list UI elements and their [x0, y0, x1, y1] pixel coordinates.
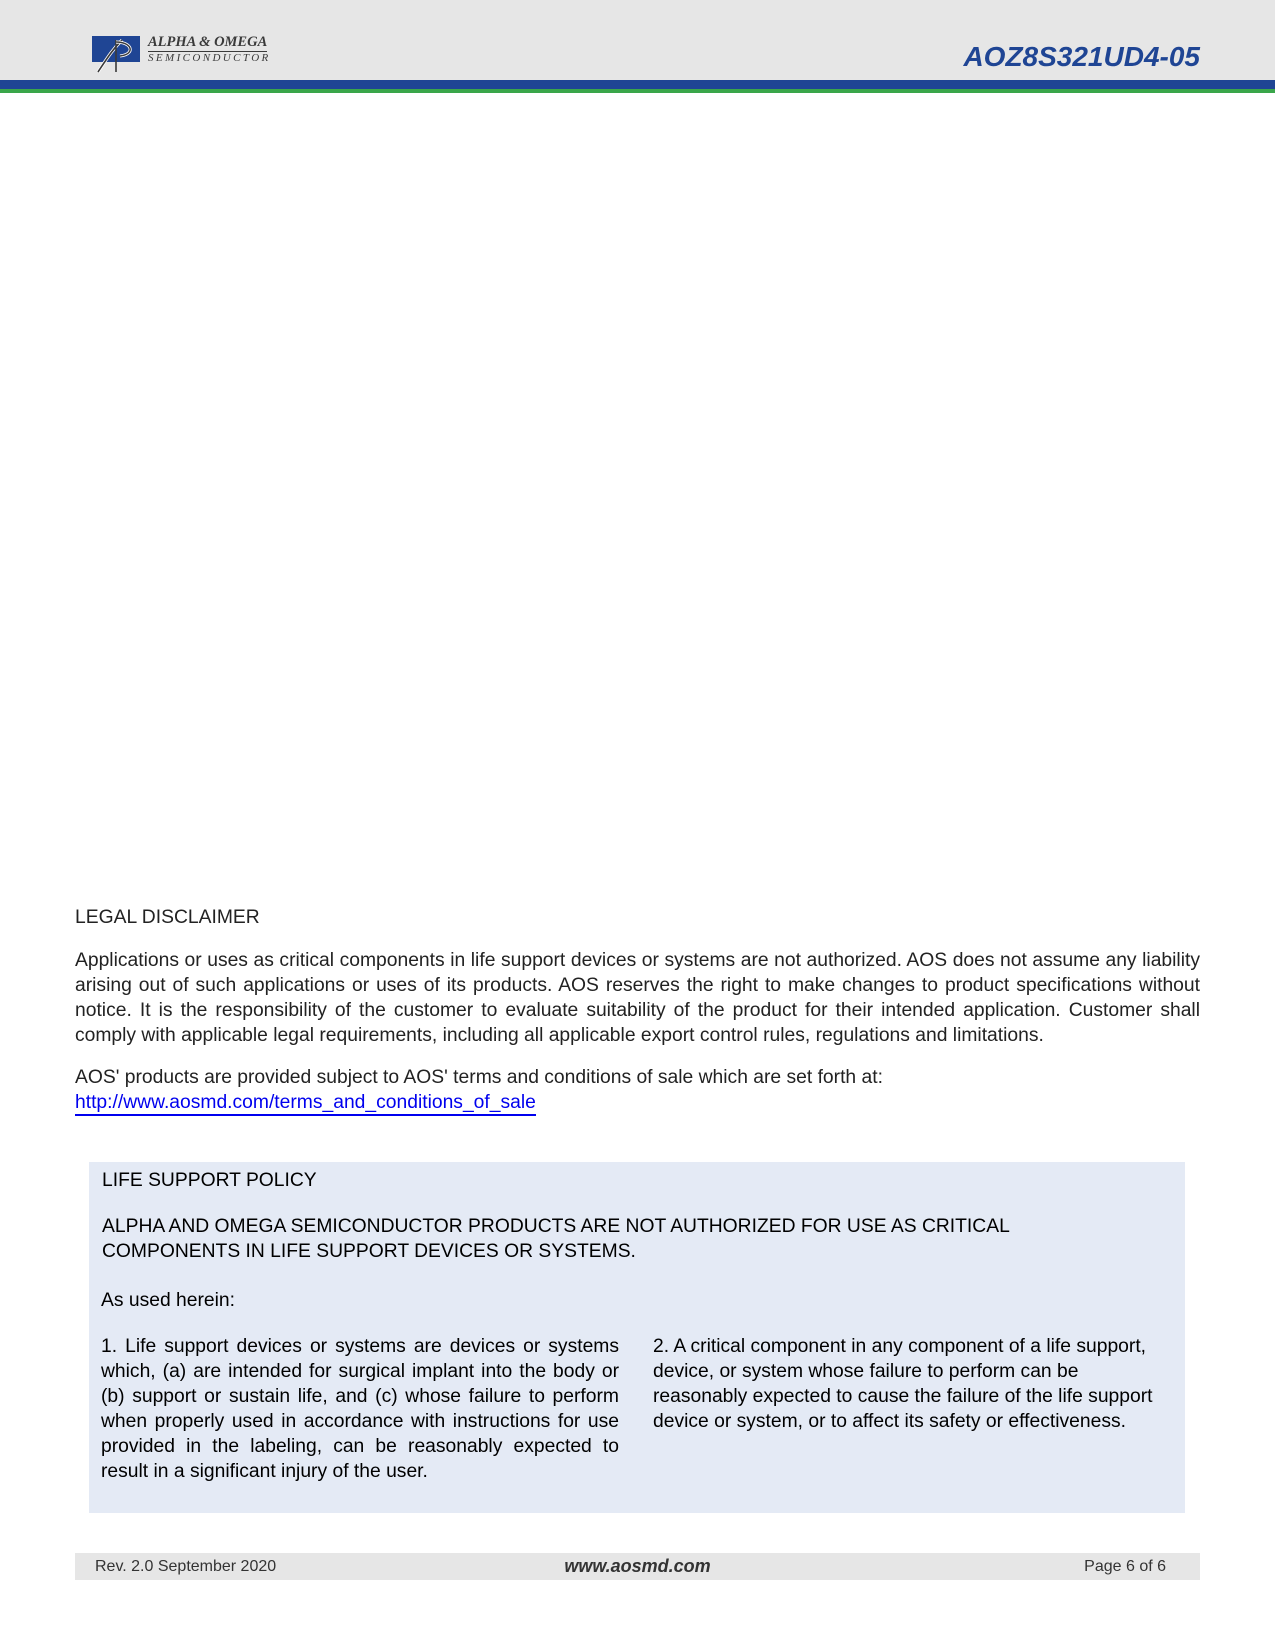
life-support-definition-1: 1. Life support devices or systems are devices or systems which, (a) are intended for surgical implant into the body or (b) support or sustain life, and (c) whose failure to perform when properly used in accordance with instructions for use provided in the labeling, can be reasonably expected to result in a significant injury of the user.: [101, 1336, 619, 1482]
part-number-title: AOZ8S321UD4-05: [963, 41, 1200, 72]
legal-disclaimer-section: [75, 905, 1200, 1116]
life-support-herein: As used herein:: [101, 1290, 235, 1311]
logo-company-subtitle: SEMICONDUCTOR: [148, 52, 271, 64]
life-support-title: LIFE SUPPORT POLICY: [102, 1170, 317, 1191]
footer-page-number: Page 6 of 6: [1084, 1558, 1166, 1575]
logo-company-name: ALPHA & OMEGA: [148, 34, 268, 50]
life-support-policy-box: [89, 1162, 1185, 1513]
life-support-definition-2: 2. A critical component in any component of a life support, device, or system whose failure to perform can be reasonably expected to cause the failure of the life support device or system, or to affect its safety or effectiveness.: [653, 1336, 1153, 1432]
footer-revision: Rev. 2.0 September 2020: [95, 1558, 277, 1575]
terms-statement: [75, 1065, 1200, 1116]
aos-logo-icon: [92, 34, 142, 74]
legal-disclaimer-title: LEGAL DISCLAIMER: [75, 907, 260, 928]
company-logo: [92, 34, 302, 76]
page-header: [0, 0, 1275, 80]
terms-text: AOS' products are provided subject to AOS' terms and conditions of sale which are set forth at:: [75, 1067, 883, 1088]
legal-disclaimer-text: Applications or uses as critical components in life support devices or systems are not authorized. AOS does not assume any liability arising out of such applications or uses of its products. AOS reserves the right to make changes to product specifications without notice. It is the responsibility of the customer to evaluate suitability of the product for their intended application. Customer shall comply with applicable legal requirements, including all applicable export control rules, regulations and limitations.: [75, 950, 1200, 1046]
header-divider-green: [0, 89, 1275, 93]
terms-link[interactable]: http://www.aosmd.com/terms_and_conditions_of_sale: [75, 1092, 536, 1116]
life-support-warning: ALPHA AND OMEGA SEMICONDUCTOR PRODUCTS ARE NOT AUTHORIZED FOR USE AS CRITICAL COMPONENTS IN LIFE SUPPORT DEVICES OR SYSTEMS.: [102, 1216, 1010, 1262]
footer-website: www.aosmd.com: [564, 1556, 711, 1576]
header-divider-blue: [0, 80, 1275, 89]
page-footer: [75, 1553, 1200, 1580]
